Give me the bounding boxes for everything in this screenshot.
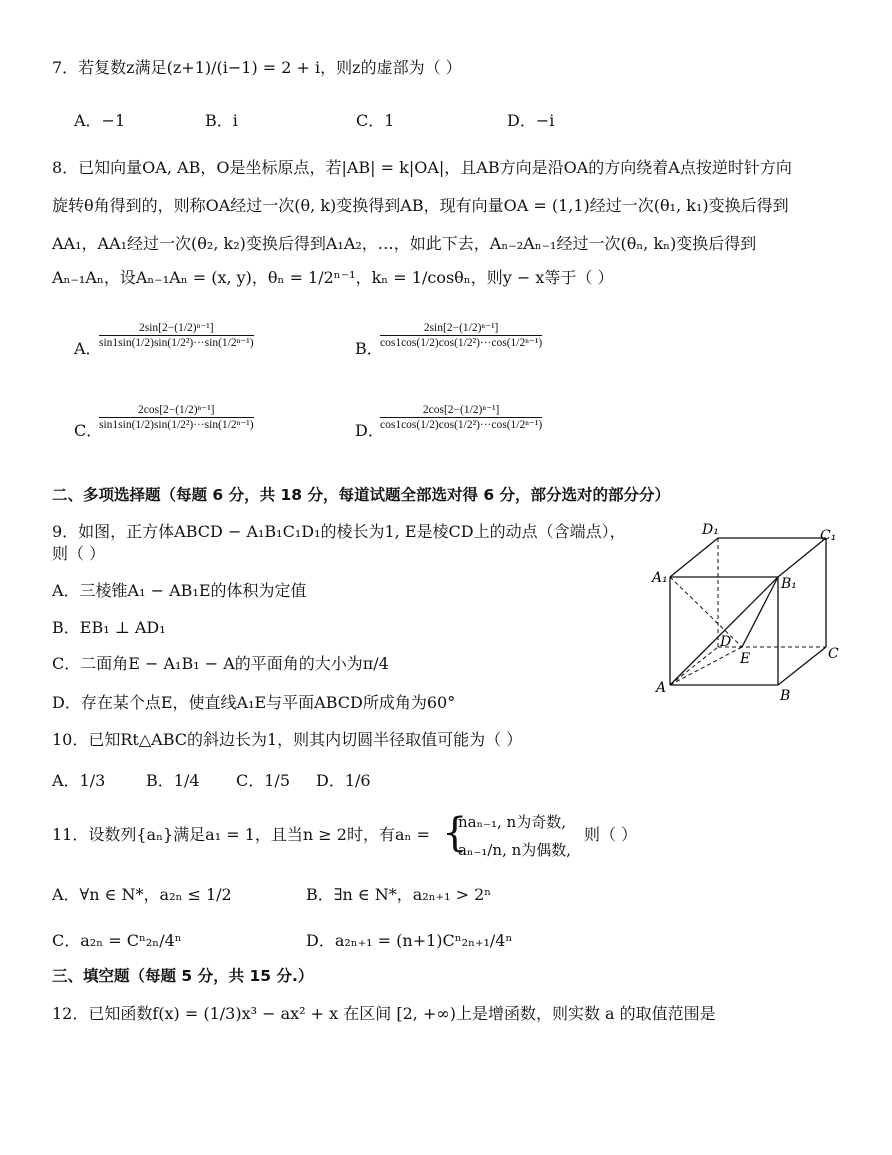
label-a1: A₁ <box>652 570 668 586</box>
q8-option-b-fraction <box>380 322 542 350</box>
q10-stem: 10．已知Rt△ABC的斜边长为1，则其内切圆半径取值可能为（ ） <box>52 730 523 749</box>
q9-line-2: 则（ ） <box>52 544 106 563</box>
q8-option-c-numerator: 2cos[2−(1/2)ⁿ⁻¹] <box>99 404 254 418</box>
q9-option-d: D．存在某个点E，使直线A₁E与平面ABCD所成角为60° <box>52 693 456 712</box>
q10-option-d: D．1/6 <box>316 771 371 790</box>
q8-option-b-label: B． <box>355 339 383 358</box>
q7-stem: 7．若复数z满足(z+1)/(i−1) = 2 + i，则z的虚部为（ ） <box>52 58 462 77</box>
label-e: E <box>740 651 751 667</box>
q11-brace: { <box>442 810 468 856</box>
q8-option-b-numerator: 2sin[2−(1/2)ⁿ⁻¹] <box>380 322 542 336</box>
label-a: A <box>656 680 667 696</box>
q8-option-c <box>74 404 314 460</box>
q8-option-c-denominator: sin1sin(1/2)sin(1/2²)···sin(1/2ⁿ⁻¹) <box>99 419 254 431</box>
q7-option-a: A．−1 <box>74 111 126 130</box>
label-b1: B₁ <box>781 576 797 592</box>
q10-option-a: A．1/3 <box>52 771 106 790</box>
q8-option-c-fraction <box>99 404 254 432</box>
q10-option-b: B．1/4 <box>146 771 200 790</box>
q8-line-3: AA₁，AA₁经过一次(θ₂, k₂)变换后得到A₁A₂，…，如此下去，Aₙ₋₂Aₙ₋₁经过一次(θₙ, kₙ)变换后得到 <box>52 234 757 253</box>
q8-option-d-denominator: cos1cos(1/2)cos(1/2²)···cos(1/2ⁿ⁻¹) <box>380 419 543 431</box>
label-d: D <box>720 634 732 650</box>
q8-option-a-fraction <box>99 322 254 350</box>
q11-case-even: aₙ₋₁/n, n为偶数, <box>458 841 572 859</box>
edge-c-b <box>778 647 826 685</box>
q8-option-d-numerator: 2cos[2−(1/2)ⁿ⁻¹] <box>380 404 542 418</box>
q8-line-2: 旋转θ角得到的，则称OA经过一次(θ, k)变换得到AB，现有向量OA = (1,1)经过一次(θ₁, k₁)变换后得到 <box>52 196 789 215</box>
q8-option-d-fraction <box>380 404 542 432</box>
cube-figure <box>650 520 850 705</box>
label-d1: D₁ <box>702 522 719 538</box>
segment-e-b1 <box>742 577 778 647</box>
q11-option-b: B．∃n ∈ N*，a₂ₙ₊₁ > 2ⁿ <box>306 885 492 904</box>
label-c1: C₁ <box>820 528 837 544</box>
q12-stem: 12．已知函数f(x) = (1/3)x³ − ax² + x 在区间 [2, +∞)上是增函数，则实数 a 的取值范围是 <box>52 1004 716 1023</box>
section-2-heading: 二、多项选择题（每题 6 分，共 18 分，每道试题全部选对得 6 分，部分选对的部分分） <box>52 486 671 504</box>
q8-option-b <box>355 322 635 378</box>
q9-option-c: C．二面角E − A₁B₁ − A的平面角的大小为π/4 <box>52 654 389 673</box>
q8-option-d <box>355 404 635 460</box>
q8-option-d-label: D． <box>355 421 384 440</box>
q11-stem-a: 11．设数列{aₙ}满足a₁ = 1，且当n ≥ 2时，有aₙ = <box>52 825 430 844</box>
hidden-edge-a-d <box>670 647 718 685</box>
q8-line-4: Aₙ₋₁Aₙ，设Aₙ₋₁Aₙ = (x, y)，θₙ = 1/2ⁿ⁻¹，kₙ = 1/cosθₙ，则y − x等于（ ） <box>52 268 614 287</box>
q8-option-a <box>74 322 314 378</box>
q10-option-c: C．1/5 <box>236 771 290 790</box>
q9-option-a: A．三棱锥A₁ − AB₁E的体积为定值 <box>52 581 307 600</box>
q7-option-b: B．i <box>205 111 238 130</box>
q8-line-1: 8．已知向量OA, AB，O是坐标原点，若|AB| = k|OA|，且AB方向是沿OA的方向绕着A点按逆时针方向 <box>52 158 792 177</box>
q8-option-a-numerator: 2sin[2−(1/2)ⁿ⁻¹] <box>99 322 254 336</box>
q11-stem-b: 则（ ） <box>584 825 638 844</box>
hidden-segment-a-e <box>670 647 742 685</box>
label-b: B <box>780 688 791 704</box>
q11-case-odd: naₙ₋₁, n为奇数, <box>458 813 566 831</box>
q8-option-a-denominator: sin1sin(1/2)sin(1/2²)···sin(1/2ⁿ⁻¹) <box>99 337 254 349</box>
q11-option-a: A．∀n ∈ N*，a₂ₙ ≤ 1/2 <box>52 885 232 904</box>
q8-option-b-denominator: cos1cos(1/2)cos(1/2²)···cos(1/2ⁿ⁻¹) <box>380 337 543 349</box>
edge-c1-b1 <box>778 538 826 577</box>
q7-option-d: D．−i <box>507 111 555 130</box>
label-c: C <box>828 646 839 662</box>
q9-line-1: 9．如图，正方体ABCD − A₁B₁C₁D₁的棱长为1, E是棱CD上的动点（含端点）， <box>52 522 626 541</box>
q9-option-b: B．EB₁ ⊥ AD₁ <box>52 618 166 637</box>
q8-option-c-label: C． <box>74 421 103 440</box>
q8-option-a-label: A． <box>74 339 102 358</box>
q11-option-d: D．a₂ₙ₊₁ = (n+1)Cⁿ₂ₙ₊₁/4ⁿ <box>306 931 513 950</box>
section-3-heading: 三、填空题（每题 5 分，共 15 分.） <box>52 967 314 985</box>
edge-a1-d1 <box>670 538 718 577</box>
q11-option-c: C．a₂ₙ = Cⁿ₂ₙ/4ⁿ <box>52 931 182 950</box>
q7-option-c: C．1 <box>356 111 395 130</box>
